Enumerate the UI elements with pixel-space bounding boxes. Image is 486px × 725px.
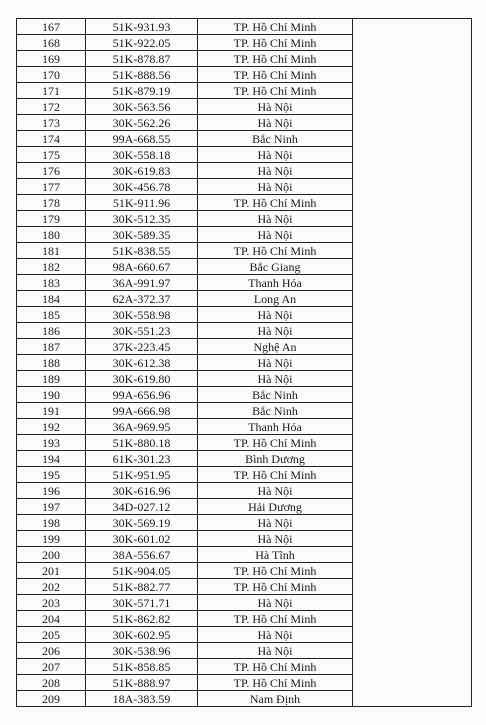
table-row <box>17 243 472 259</box>
note-cell <box>353 115 472 131</box>
row-number-cell: 202 <box>17 579 86 595</box>
province-cell: Hà Nội <box>198 515 353 531</box>
row-number-cell: 169 <box>17 51 86 67</box>
license-plate-cell: 30K-602.95 <box>86 627 198 643</box>
license-plate-cell: 51K-888.97 <box>86 675 198 691</box>
note-cell <box>353 131 472 147</box>
note-cell <box>353 99 472 115</box>
table-row <box>17 643 472 659</box>
province-cell: Hà Nội <box>198 179 353 195</box>
note-cell <box>353 387 472 403</box>
note-cell <box>353 291 472 307</box>
row-number-cell: 201 <box>17 563 86 579</box>
province-cell: Hà Nội <box>198 227 353 243</box>
license-plate-cell: 51K-880.18 <box>86 435 198 451</box>
row-number-cell: 208 <box>17 675 86 691</box>
row-number-cell: 187 <box>17 339 86 355</box>
province-cell: TP. Hồ Chí Minh <box>198 467 353 483</box>
note-cell <box>353 499 472 515</box>
province-cell: Nam Định <box>198 691 353 707</box>
table-row <box>17 35 472 51</box>
table-row <box>17 451 472 467</box>
province-cell: TP. Hồ Chí Minh <box>198 67 353 83</box>
province-cell: TP. Hồ Chí Minh <box>198 579 353 595</box>
note-cell <box>353 179 472 195</box>
table-row <box>17 563 472 579</box>
province-cell: Hà Nội <box>198 163 353 179</box>
province-cell: Bắc Giang <box>198 259 353 275</box>
license-plate-cell: 51K-862.82 <box>86 611 198 627</box>
table-row <box>17 675 472 691</box>
table-row <box>17 307 472 323</box>
row-number-cell: 180 <box>17 227 86 243</box>
province-cell: Hà Nội <box>198 531 353 547</box>
license-plate-cell: 30K-619.83 <box>86 163 198 179</box>
license-plate-cell: 99A-666.98 <box>86 403 198 419</box>
row-number-cell: 172 <box>17 99 86 115</box>
row-number-cell: 181 <box>17 243 86 259</box>
license-plate-cell: 98A-660.67 <box>86 259 198 275</box>
note-cell <box>353 195 472 211</box>
license-plate-cell: 30K-551.23 <box>86 323 198 339</box>
row-number-cell: 185 <box>17 307 86 323</box>
table-row <box>17 483 472 499</box>
province-cell: TP. Hồ Chí Minh <box>198 83 353 99</box>
table-row <box>17 51 472 67</box>
note-cell <box>353 19 472 35</box>
table-row <box>17 339 472 355</box>
row-number-cell: 182 <box>17 259 86 275</box>
row-number-cell: 184 <box>17 291 86 307</box>
note-cell <box>353 435 472 451</box>
license-plate-cell: 61K-301.23 <box>86 451 198 467</box>
province-cell: TP. Hồ Chí Minh <box>198 19 353 35</box>
note-cell <box>353 227 472 243</box>
row-number-cell: 205 <box>17 627 86 643</box>
table-row <box>17 371 472 387</box>
note-cell <box>353 211 472 227</box>
table-row <box>17 323 472 339</box>
row-number-cell: 204 <box>17 611 86 627</box>
note-cell <box>353 275 472 291</box>
table-row <box>17 595 472 611</box>
row-number-cell: 175 <box>17 147 86 163</box>
license-plate-cell: 30K-558.98 <box>86 307 198 323</box>
table-row <box>17 531 472 547</box>
license-plate-cell: 51K-838.55 <box>86 243 198 259</box>
row-number-cell: 191 <box>17 403 86 419</box>
row-number-cell: 194 <box>17 451 86 467</box>
license-plate-cell: 51K-904.05 <box>86 563 198 579</box>
row-number-cell: 167 <box>17 19 86 35</box>
license-plate-cell: 51K-858.85 <box>86 659 198 675</box>
row-number-cell: 186 <box>17 323 86 339</box>
note-cell <box>353 483 472 499</box>
license-plate-cell: 30K-512.35 <box>86 211 198 227</box>
row-number-cell: 198 <box>17 515 86 531</box>
license-plate-cell: 30K-619.80 <box>86 371 198 387</box>
province-cell: Thanh Hóa <box>198 419 353 435</box>
province-cell: TP. Hồ Chí Minh <box>198 243 353 259</box>
province-cell: Nghệ An <box>198 339 353 355</box>
province-cell: TP. Hồ Chí Minh <box>198 675 353 691</box>
province-cell: Hà Nội <box>198 211 353 227</box>
license-plate-cell: 38A-556.67 <box>86 547 198 563</box>
license-plate-cell: 30K-571.71 <box>86 595 198 611</box>
province-cell: TP. Hồ Chí Minh <box>198 611 353 627</box>
table-row <box>17 515 472 531</box>
license-plate-cell: 30K-563.56 <box>86 99 198 115</box>
table-row <box>17 467 472 483</box>
note-cell <box>353 355 472 371</box>
table-row <box>17 419 472 435</box>
note-cell <box>353 419 472 435</box>
license-plate-cell: 51K-931.93 <box>86 19 198 35</box>
province-cell: Hà Nội <box>198 643 353 659</box>
table-row <box>17 227 472 243</box>
table-row <box>17 211 472 227</box>
row-number-cell: 189 <box>17 371 86 387</box>
note-cell <box>353 547 472 563</box>
table-row <box>17 179 472 195</box>
row-number-cell: 179 <box>17 211 86 227</box>
row-number-cell: 200 <box>17 547 86 563</box>
province-cell: TP. Hồ Chí Minh <box>198 195 353 211</box>
table-row <box>17 259 472 275</box>
license-plate-cell: 51K-882.77 <box>86 579 198 595</box>
province-cell: Hà Nội <box>198 115 353 131</box>
row-number-cell: 176 <box>17 163 86 179</box>
note-cell <box>353 323 472 339</box>
note-cell <box>353 643 472 659</box>
row-number-cell: 188 <box>17 355 86 371</box>
table-row <box>17 275 472 291</box>
table-row <box>17 67 472 83</box>
note-cell <box>353 403 472 419</box>
license-plate-cell: 51K-888.56 <box>86 67 198 83</box>
row-number-cell: 178 <box>17 195 86 211</box>
province-cell: Hà Nội <box>198 147 353 163</box>
note-cell <box>353 627 472 643</box>
table-row <box>17 19 472 35</box>
note-cell <box>353 147 472 163</box>
note-cell <box>353 307 472 323</box>
note-cell <box>353 595 472 611</box>
row-number-cell: 195 <box>17 467 86 483</box>
province-cell: Thanh Hóa <box>198 275 353 291</box>
table-row <box>17 659 472 675</box>
province-cell: Hà Nội <box>198 355 353 371</box>
province-cell: Hà Nội <box>198 371 353 387</box>
table-row <box>17 435 472 451</box>
province-cell: Hà Tĩnh <box>198 547 353 563</box>
license-plate-cell: 36A-991.97 <box>86 275 198 291</box>
table-row <box>17 387 472 403</box>
row-number-cell: 173 <box>17 115 86 131</box>
note-cell <box>353 515 472 531</box>
table-row <box>17 547 472 563</box>
row-number-cell: 196 <box>17 483 86 499</box>
province-cell: TP. Hồ Chí Minh <box>198 35 353 51</box>
province-cell: Hà Nội <box>198 627 353 643</box>
table-row <box>17 499 472 515</box>
province-cell: Hà Nội <box>198 595 353 611</box>
province-cell: Bắc Ninh <box>198 403 353 419</box>
table-row <box>17 611 472 627</box>
note-cell <box>353 243 472 259</box>
row-number-cell: 177 <box>17 179 86 195</box>
note-cell <box>353 691 472 707</box>
table-row <box>17 355 472 371</box>
row-number-cell: 168 <box>17 35 86 51</box>
province-cell: Bắc Ninh <box>198 387 353 403</box>
province-cell: Bình Dương <box>198 451 353 467</box>
province-cell: TP. Hồ Chí Minh <box>198 435 353 451</box>
license-plate-cell: 51K-879.19 <box>86 83 198 99</box>
table-row <box>17 115 472 131</box>
note-cell <box>353 371 472 387</box>
license-plate-cell: 30K-538.96 <box>86 643 198 659</box>
license-plate-cell: 51K-922.05 <box>86 35 198 51</box>
table-row <box>17 291 472 307</box>
row-number-cell: 174 <box>17 131 86 147</box>
note-cell <box>353 531 472 547</box>
license-plate-cell: 30K-569.19 <box>86 515 198 531</box>
row-number-cell: 207 <box>17 659 86 675</box>
row-number-cell: 193 <box>17 435 86 451</box>
license-plate-cell: 36A-969.95 <box>86 419 198 435</box>
table-row <box>17 131 472 147</box>
note-cell <box>353 451 472 467</box>
license-plate-cell: 99A-656.96 <box>86 387 198 403</box>
table-row <box>17 579 472 595</box>
row-number-cell: 170 <box>17 67 86 83</box>
row-number-cell: 206 <box>17 643 86 659</box>
table-row <box>17 99 472 115</box>
note-cell <box>353 83 472 99</box>
note-cell <box>353 563 472 579</box>
license-plate-cell: 51K-911.96 <box>86 195 198 211</box>
province-cell: Hà Nội <box>198 483 353 499</box>
table-row <box>17 403 472 419</box>
province-cell: Hà Nội <box>198 307 353 323</box>
license-plate-cell: 51K-878.87 <box>86 51 198 67</box>
row-number-cell: 183 <box>17 275 86 291</box>
row-number-cell: 197 <box>17 499 86 515</box>
license-plate-cell: 18A-383.59 <box>86 691 198 707</box>
license-plate-cell: 51K-951.95 <box>86 467 198 483</box>
province-cell: Hà Nội <box>198 99 353 115</box>
row-number-cell: 209 <box>17 691 86 707</box>
license-plate-cell: 30K-558.18 <box>86 147 198 163</box>
table-row <box>17 147 472 163</box>
license-plate-cell: 30K-589.35 <box>86 227 198 243</box>
note-cell <box>353 51 472 67</box>
table-row <box>17 627 472 643</box>
province-cell: Hà Nội <box>198 323 353 339</box>
license-plate-cell: 30K-612.38 <box>86 355 198 371</box>
note-cell <box>353 675 472 691</box>
province-cell: TP. Hồ Chí Minh <box>198 659 353 675</box>
row-number-cell: 199 <box>17 531 86 547</box>
row-number-cell: 171 <box>17 83 86 99</box>
license-plate-cell: 62A-372.37 <box>86 291 198 307</box>
note-cell <box>353 659 472 675</box>
province-cell: Bắc Ninh <box>198 131 353 147</box>
note-cell <box>353 611 472 627</box>
province-cell: TP. Hồ Chí Minh <box>198 51 353 67</box>
province-cell: TP. Hồ Chí Minh <box>198 563 353 579</box>
license-plate-cell: 34D-027.12 <box>86 499 198 515</box>
note-cell <box>353 579 472 595</box>
note-cell <box>353 35 472 51</box>
license-plate-table-body <box>17 19 472 707</box>
note-cell <box>353 467 472 483</box>
note-cell <box>353 67 472 83</box>
row-number-cell: 203 <box>17 595 86 611</box>
license-plate-table <box>16 18 472 707</box>
table-row <box>17 83 472 99</box>
note-cell <box>353 163 472 179</box>
province-cell: Long An <box>198 291 353 307</box>
license-plate-cell: 37K-223.45 <box>86 339 198 355</box>
table-row <box>17 163 472 179</box>
license-plate-cell: 30K-616.96 <box>86 483 198 499</box>
note-cell <box>353 339 472 355</box>
row-number-cell: 190 <box>17 387 86 403</box>
province-cell: Hải Dương <box>198 499 353 515</box>
license-plate-cell: 99A-668.55 <box>86 131 198 147</box>
table-row <box>17 691 472 707</box>
license-plate-cell: 30K-601.02 <box>86 531 198 547</box>
license-plate-cell: 30K-456.78 <box>86 179 198 195</box>
row-number-cell: 192 <box>17 419 86 435</box>
note-cell <box>353 259 472 275</box>
table-row <box>17 195 472 211</box>
license-plate-cell: 30K-562.26 <box>86 115 198 131</box>
